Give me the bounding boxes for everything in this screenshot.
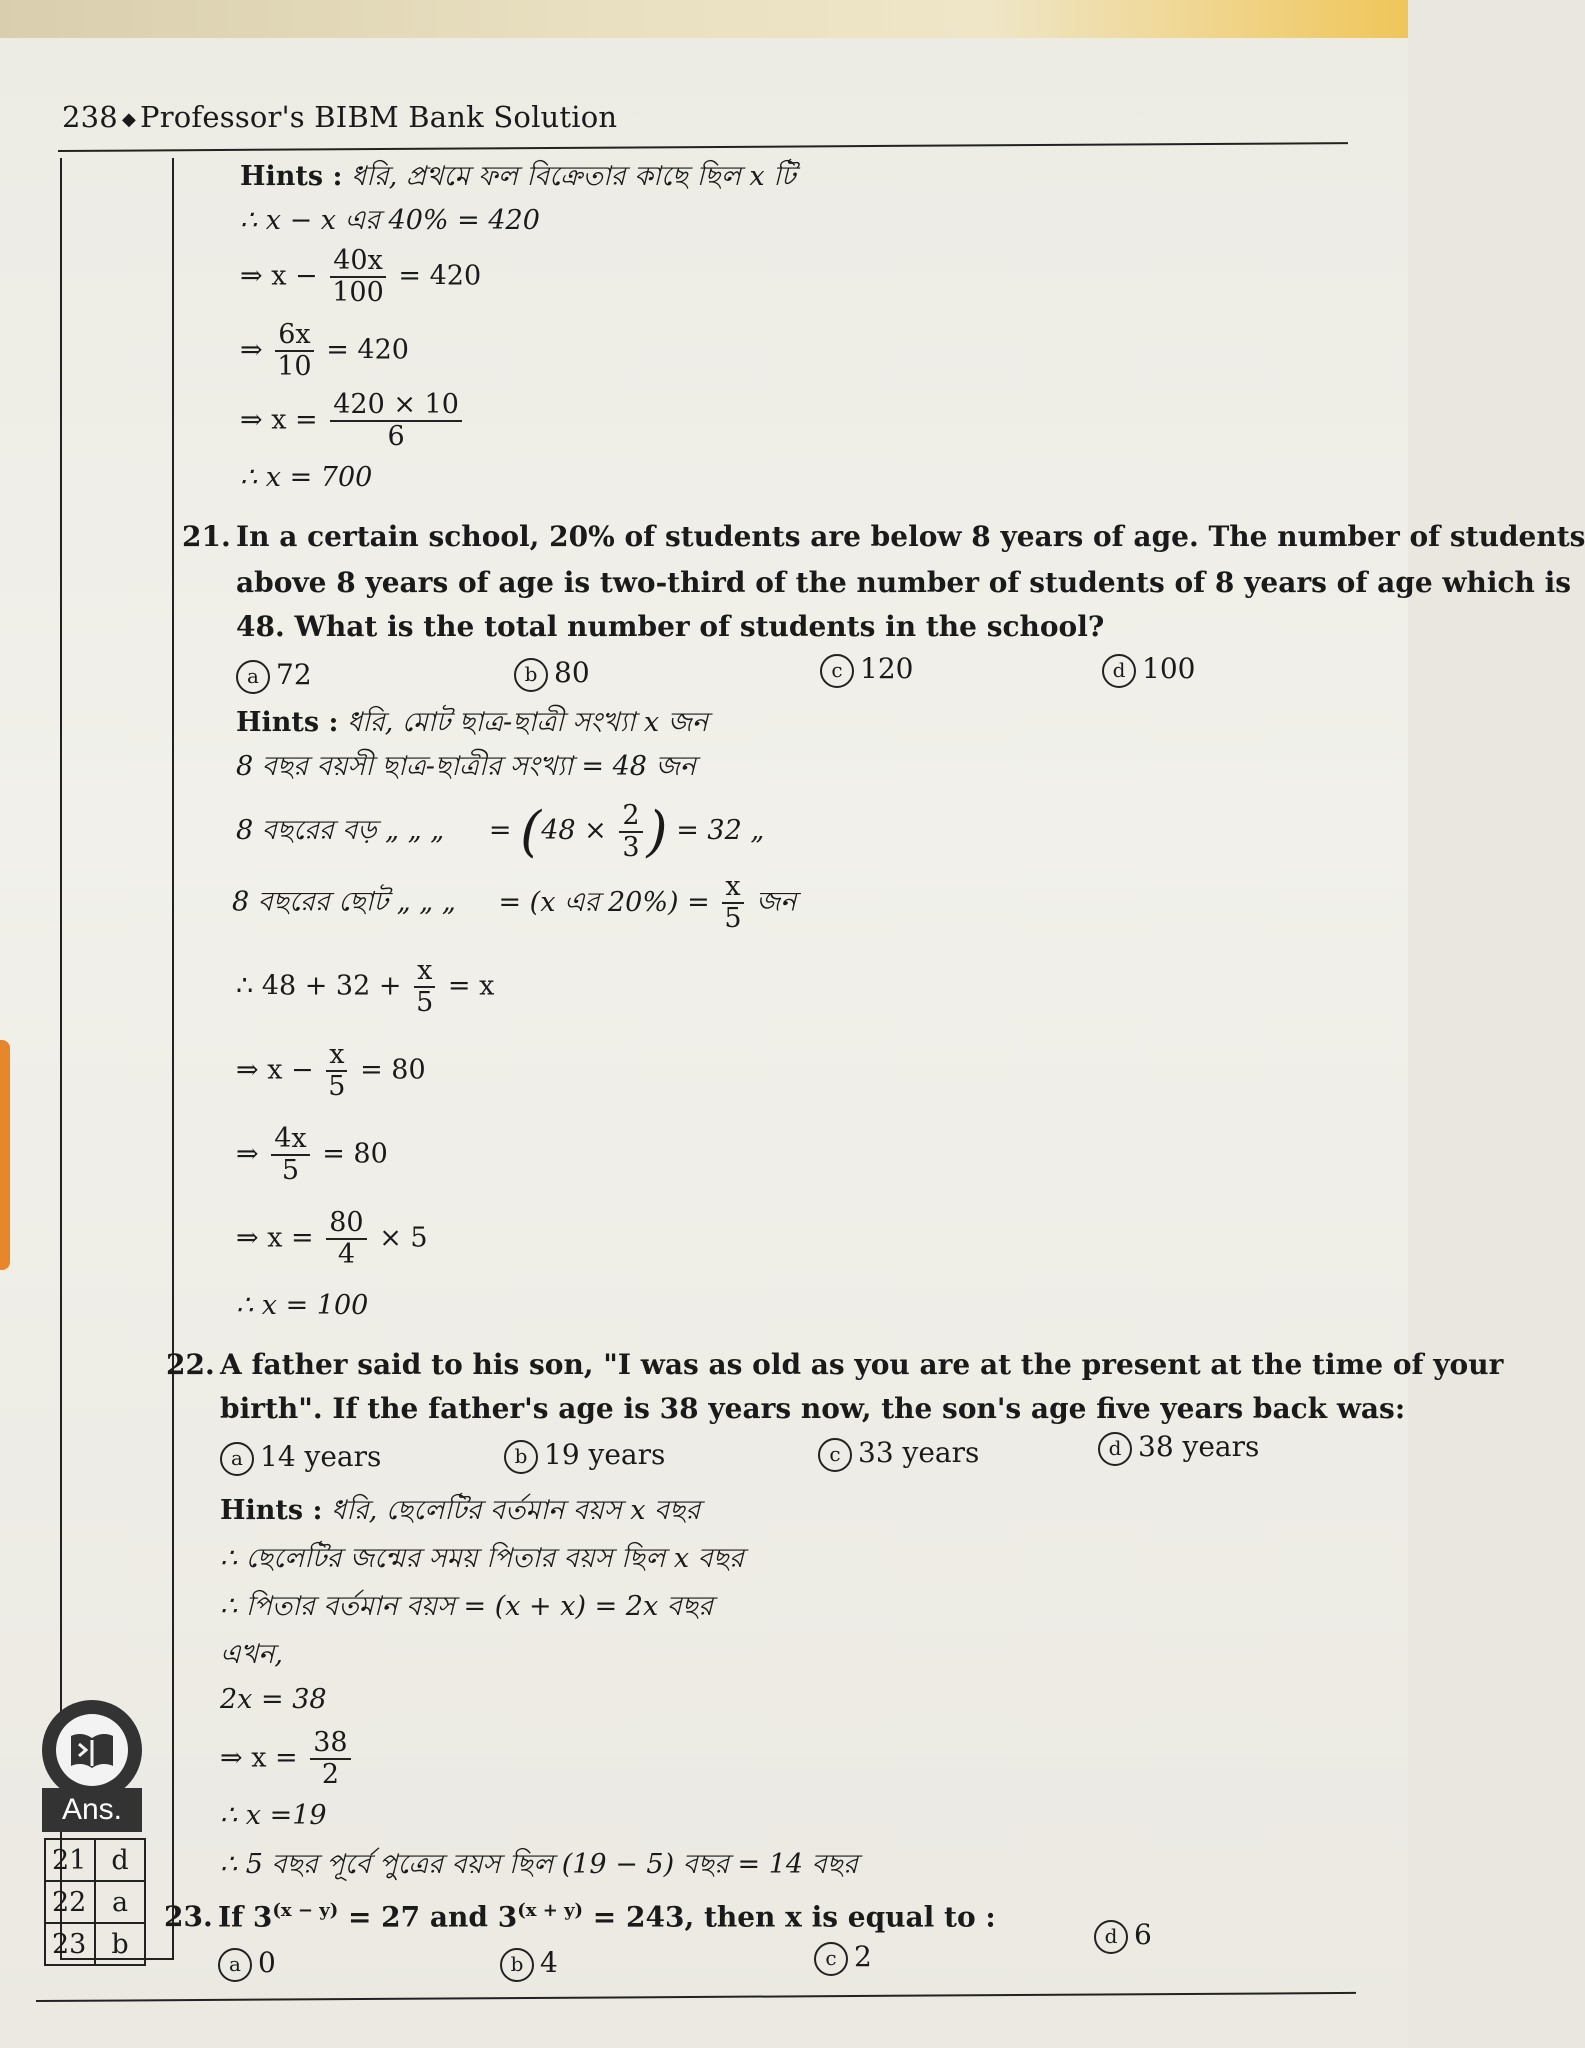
option-b: b 19 years xyxy=(504,1438,665,1474)
table-row: 23 b xyxy=(45,1923,145,1965)
open-book-icon xyxy=(56,1714,128,1786)
hint-line: ⇒ x = $\frac{38}{2}$ xyxy=(220,1728,355,1790)
book-page: 238 ◆ Professor's BIBM Bank Solution Hints : ধরি, প্রথমে ফল বিক্রেতার কাছে ছিল x টি ∴ x − x এর 40% = 420 ⇒ x − $\frac{40x}{100}$ = 420 ⇒ $\frac{6x}{10}$ = 420 ⇒ x = $\frac{420 \times 10}{6}$ ∴ x = 700 21. In a certain school, 20% of students are below 8 years of age. The number of students above 8 years of age is two-third of the number of students of 8 years of age which is 48. What is the total number of students in the school? a 72 b 80 c 120 d 100 Hints : ধরি, মোট ছাত্র-ছাত্রী সংখ্যা x জন 8 বছর বয়সী ছাত্র-ছাত্রীর সংখ্যা = 48 জন 8 বছরের বড় „ „ „ = (48 × $\frac{2}{3}$ ) = 32 „ 8 বছরের ছোট „ „ „ = (x এর 20%) = $\frac{x}{5}$ জন ∴ 48 + 32 + $\frac{x}{5}$ = x ⇒ x − $\frac{x}{5}$ = 80 ⇒ $\frac{4x}{5}$ = 80 ⇒ x = $\frac{80}{4}$ × 5 ∴ x = 100 22. A father said to his son, "I was as old as you are at the present at the time of your birth". If the father's age is 38 years now, the son's age five years back was: a 14 years b 19 years c 33 years d 38 years Hints : ধরি, ছেলেটির বর্তমান বয়স x বছর ∴ ছেলেটির জন্মের সময় পিতার বয়স ছিল x বছর ∴ পিতার বর্তমান বয়স = (x + x) = 2x বছর এখন, 2x = 38 ⇒ x = $\frac{38}{2}$ ∴ x =19 ∴ 5 বছর পূর্বে পুত্রের বয়স ছিল (19 − 5) বছর = 14 বছর 23. If $3^{(x - y)} = 27$ and $3^{(x + y)} = 243$, then x is equal to : a 0 b 4 c 2 d 6 Ans. 21 d 22 a 23 b xyxy=(0,0,1408,2048)
hint-line: ∴ x = 700 xyxy=(240,462,373,493)
hint-line: ⇒ x = $\frac{420 \times 10}{6}$ xyxy=(240,390,466,452)
book-title: Professor's BIBM Bank Solution xyxy=(140,100,618,134)
question-number: 21. xyxy=(182,520,231,553)
question-text: In a certain school, 20% of students are below 8 years of age. The number of students xyxy=(236,520,1585,553)
option-b: b 4 xyxy=(500,1946,558,1982)
hint-line: ∴ ছেলেটির জন্মের সময় পিতার বয়স ছিল x বছর xyxy=(220,1543,744,1574)
hint-line: ∴ 48 + 32 + $\frac{x}{5}$ = x xyxy=(236,955,495,1018)
hint-line: এখন, xyxy=(220,1639,283,1670)
hint-line: ∴ 5 বছর পূর্বে পুত্রের বয়স ছিল (19 − 5) বছর = 14 বছর xyxy=(220,1849,858,1880)
option-a: a 0 xyxy=(218,1946,276,1982)
option-a: a 14 years xyxy=(220,1440,381,1476)
question-text: 48. What is the total number of students in the school? xyxy=(236,610,1105,643)
answer-badge xyxy=(42,1700,142,1840)
hint-line: ⇒ x − $\frac{40x}{100}$ = 420 xyxy=(240,245,482,308)
option-c: c 2 xyxy=(814,1940,872,1976)
answer-table xyxy=(44,1838,146,1966)
option-c: c 120 xyxy=(820,652,913,688)
hint-line: 8 বছরের ছোট „ „ „ = (x এর 20%) = $\frac{x}{5}$ জন xyxy=(232,871,797,934)
hint-line: ⇒ x − $\frac{x}{5}$ = 80 xyxy=(236,1039,426,1102)
option-a: a 72 xyxy=(236,658,312,694)
hint-line: ধরি, প্রথমে ফল বিক্রেতার কাছে ছিল x টি xyxy=(351,161,796,192)
page-header xyxy=(62,100,617,134)
option-d: d 38 years xyxy=(1098,1430,1259,1466)
hint-line: ধরি, ছেলেটির বর্তমান বয়স x বছর xyxy=(331,1495,701,1526)
question-number: 23. xyxy=(164,1900,213,1933)
answer-label: Ans. xyxy=(42,1788,142,1832)
hint-line: ধরি, মোট ছাত্র-ছাত্রী সংখ্যা x জন xyxy=(347,707,708,738)
hint-line: ∴ পিতার বর্তমান বয়স = (x + x) = 2x বছর xyxy=(220,1591,714,1622)
hint-line: 8 বছরের বড় „ „ „ = (48 × $\frac{2}{3}$ ) = 32 „ xyxy=(236,799,765,863)
hint-line: 2x = 38 xyxy=(220,1684,327,1715)
question-number: 22. xyxy=(166,1348,215,1381)
option-b: b 80 xyxy=(514,656,590,692)
question-text: birth". If the father's age is 38 years now, the son's age five years back was: xyxy=(220,1392,1406,1425)
header-rule xyxy=(58,142,1348,152)
hint-line: 8 বছর বয়সী ছাত্র-ছাত্রীর সংখ্যা = 48 জন xyxy=(236,751,696,782)
table-row: 22 a xyxy=(45,1881,145,1923)
option-d: d 6 xyxy=(1094,1918,1152,1954)
orange-edge xyxy=(0,1040,10,1270)
footer-rule xyxy=(36,1992,1356,2002)
hint-line: ∴ x =19 xyxy=(220,1800,327,1831)
diamond-icon: ◆ xyxy=(121,108,136,130)
hint-line: ∴ x − x এর 40% = 420 xyxy=(240,205,540,236)
question-text: If $3^{(x - y)} = 27$ and $3^{(x + y)} = 243$, then x is equal to : xyxy=(218,1900,996,1934)
sidebar-frame xyxy=(60,158,174,1960)
question-text: above 8 years of age is two-third of the number of students of 8 years of age which is xyxy=(236,566,1572,599)
table-row: 21 d xyxy=(45,1839,145,1881)
hint-line: ⇒ $\frac{6x}{10}$ = 420 xyxy=(240,319,409,382)
option-c: c 33 years xyxy=(818,1436,979,1472)
option-d: d 100 xyxy=(1102,652,1195,688)
question-text: A father said to his son, "I was as old as you are at the present at the time of your xyxy=(220,1348,1504,1381)
hint-line: ⇒ $\frac{4x}{5}$ = 80 xyxy=(236,1123,388,1186)
hint-line: ∴ x = 100 xyxy=(236,1290,369,1321)
hint-line: ⇒ x = $\frac{80}{4}$ × 5 xyxy=(236,1207,428,1270)
top-photo-edge xyxy=(0,0,1408,38)
page-number: 238 xyxy=(62,100,118,134)
